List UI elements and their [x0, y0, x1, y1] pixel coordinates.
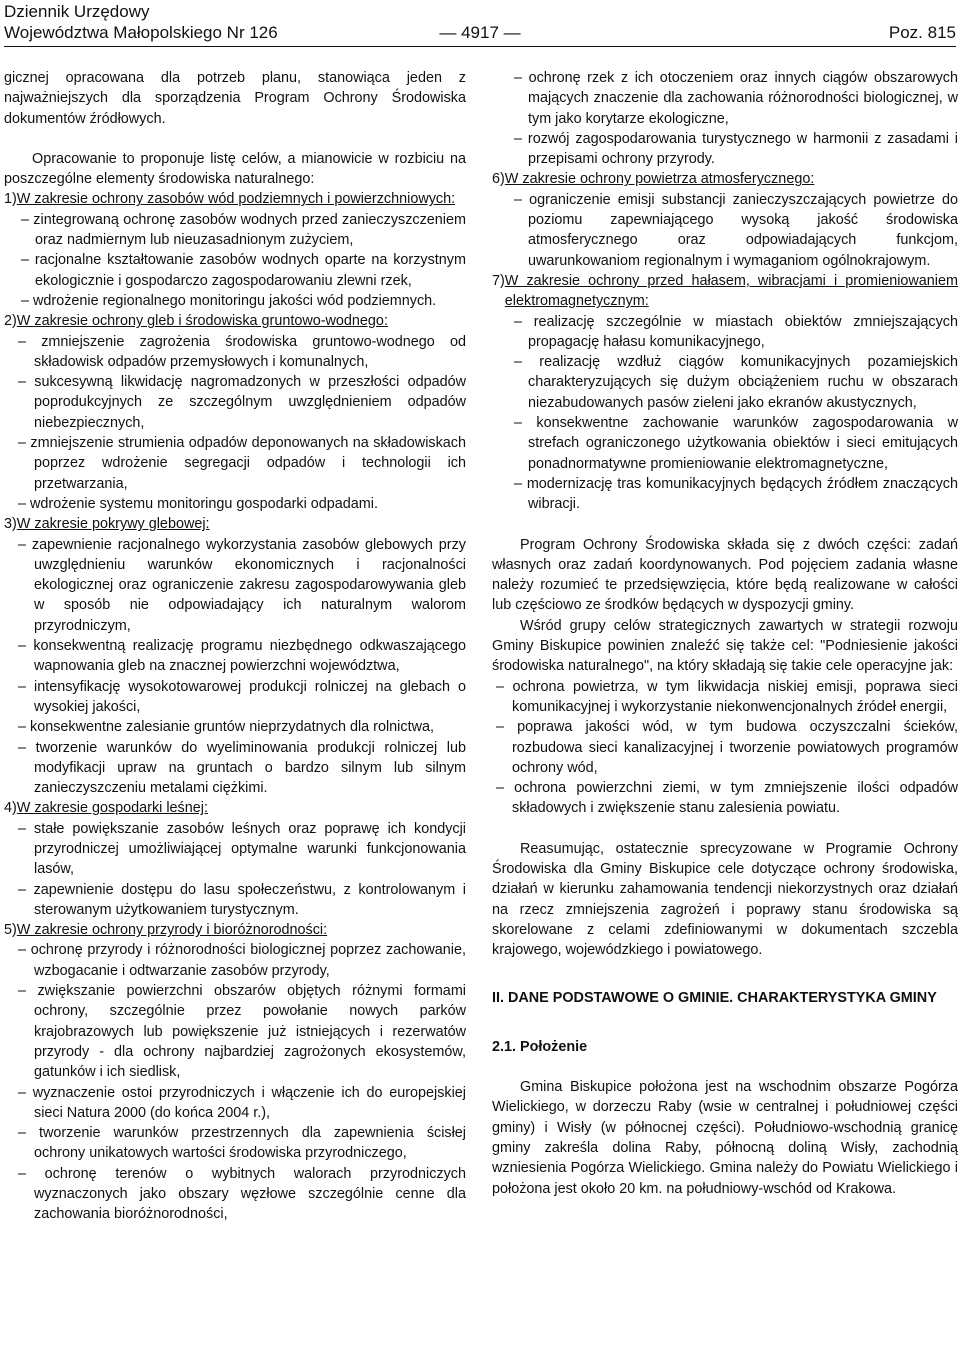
section-title: W zakresie ochrony zasobów wód podziemnych i powierzchniowych: — [16, 191, 456, 208]
journal-issue: Województwa Małopolskiego Nr 126 — [4, 23, 278, 42]
list-item: – sukcesywną likwidację nagromadzonych w przeszłości odpadów poprodukcyjnych ze szczególnym uwzględnieniem odpadów niebezpiecznych, — [18, 374, 466, 431]
section-title: W zakresie ochrony przed hałasem, wibracjami i promieniowaniem elektromagnetycznym: — [504, 272, 958, 310]
objectives-intro: Opracowanie to proponuje listę celów, a mianowicie w rozbiciu na poszczególne elementy środowiska naturalnego: — [4, 150, 466, 188]
list-item: – racjonalne kształtowanie zasobów wodnych oparte na korzystnym ekologicznie i gospodarczo zagospodarowaniu zlewni rzek, — [21, 252, 466, 289]
spacer — [492, 819, 958, 839]
spacer — [4, 129, 466, 149]
spacer — [492, 1057, 958, 1077]
section-number: 6) — [492, 171, 505, 188]
list-item: – stałe powiększanie zasobów leśnych oraz poprawę ich kondycji przyrodniczej umożliwiającej optymalne warunki funkcjonowania lasów, — [18, 820, 466, 878]
intro-paragraph: gicznej opracowana dla potrzeb planu, stanowiąca jeden z najważniejszych dla sporządzenia Program Ochrony Środowiska dokumentów źródłowych. — [4, 70, 466, 127]
page-header — [0, 0, 960, 50]
section-number: 2) — [4, 313, 17, 330]
section-title: W zakresie ochrony gleb i środowiska gruntowo-wodnego: — [16, 313, 388, 330]
section-number: 4) — [4, 800, 17, 817]
section-forestry — [4, 798, 466, 920]
list-item: – realizację szczególnie w miastach obiektów zmniejszających propagację hałasu komunikacyjnego, — [514, 313, 958, 350]
section-title: W zakresie gospodarki leśnej: — [16, 800, 208, 817]
chapter-title: II. DANE PODSTAWOWE O GMINIE. CHARAKTERYSTYKA GMINY — [492, 990, 937, 1007]
list-item: – wyznaczenie ostoi przyrodniczych i włączenie ich do europejskiej sieci Natura 2000 (do końca 2004 r.), — [18, 1084, 466, 1121]
page-number: — 4917 — — [439, 23, 521, 42]
header-rule — [4, 46, 956, 47]
list-item: – konsekwentną realizację programu niezbędnego odkwaszającego wapnowania gleb na znacznej powierzchni województwa, — [18, 638, 466, 675]
list-item: – intensyfikację wysokotowarowej produkcji rolniczej na glebach o wysokiej jakości, — [18, 678, 466, 715]
list-item: – realizację wzdłuż ciągów komunikacyjnych pozamiejskich charakteryzujących się dużym obciążeniem ruchu w obszarach niezabudowanych pasów zieleni jako ekranów akustycznych, — [514, 354, 958, 411]
section-number: 5) — [4, 922, 17, 939]
journal-title: Dziennik Urzędowy — [4, 2, 150, 21]
list-item: – modernizację tras komunikacyjnych będących źródłem znaczących wibracji. — [514, 475, 958, 513]
list-item: – zwiększanie powierzchni obszarów objętych różnymi formami ochrony, szczególnie przez powołanie nowych parków krajobrazowych lub powiększenie już istniejących i rezerwatów przyrody - dla ochrony najbardziej zagrożonych ekosystemów, gatunków i ich siedlisk, — [18, 983, 466, 1081]
list-item: – ograniczenie emisji substancji zanieczyszczających powietrze do poziomu zapewniającego wysoką jakość środowiska atmosferycznego oraz odpowiadających funkcjom, uwarunkowaniom regionalnym i wymaganiom ogólnokrajowym. — [514, 191, 958, 269]
list-item: – zintegrowaną ochronę zasobów wodnych przed zanieczyszczeniem oraz nadmiernym lub nieuzasadnionym zużyciem, — [21, 211, 466, 249]
list-item: – zmniejszenie strumienia odpadów deponowanych na składowiskach poprzez wdrożenie segregacji odpadów i technologii ich przetwarzania, — [18, 435, 466, 492]
list-item: – zmniejszenie zagrożenia środowiska gruntowo-wodnego od składowisk odpadów przemysłowych i komunalnych, — [18, 333, 466, 370]
list-item: – ochronę terenów o wybitnych walorach przyrodniczych wyznaczonych jako obszary węzłowe szczególnie cenne dla zachowania bioróżnorodności, — [18, 1165, 466, 1223]
section-title: W zakresie ochrony przyrody i bioróżnorodności: — [16, 922, 328, 939]
list-item: – rozwój zagospodarowania turystycznego w harmonii z zasadami i przepisami ochrony przyrody. — [514, 130, 958, 168]
section-title: W zakresie ochrony powietrza atmosferycznego: — [504, 171, 815, 188]
list-item: – ochronę przyrody i różnorodności biologicznej poprzez zachowanie, wzbogacanie i odtwarzanie zasobów przyrody, — [18, 942, 466, 979]
program-paragraph: Program Ochrony Środowiska składa się z dwóch części: zadań własnych oraz zadań koordynowanych. Pod pojęciem zadania własne należy rozumieć te przedsięwzięcia, które będą realizowane w całości lub częściowo ze środków będących w dyspozycji gminy. — [492, 536, 958, 614]
list-item: – wdrożenie regionalnego monitoringu jakości wód podziemnych. — [21, 292, 437, 309]
summary-paragraph: Reasumując, ostatecznie sprecyzowane w Programie Ochrony Środowiska dla Gminy Biskupice cele dotyczące ochrony środowiska, działań w kierunku zahamowania tendencji niekorzystnych oraz działań na rzecz zmniejszenia zagrożeń i poprawy stanu środowiska są skorelowane z celami zdefiniowanymi w dokumentach szczebla krajowego, wojewódzkiego i powiatowego. — [492, 840, 958, 959]
list-item: – ochrona powierzchni ziemi, w tym zmniejszenie ilości odpadów składowych i zwiększenie stanu zalesienia powiatu. — [496, 780, 958, 817]
position-number: Poz. 815 — [888, 23, 956, 42]
list-item: – tworzenie warunków przestrzennych dla zapewnienia ścisłej ochrony unikatowych wartości środowiska przyrodniczego, — [18, 1125, 466, 1162]
list-item: – zapewnienie racjonalnego wykorzystania zasobów glebowych przy uwzględnieniu warunków ekonomicznych i racjonalności ekologicznej oraz ograniczenie zakresu zagospodarowywania gleb w sposób nie odpowiadający ich naturalnym walorom przyrodniczym, — [18, 536, 466, 634]
section-soil-groundwater — [4, 311, 466, 514]
list-item: – konsekwentne zalesianie gruntów nieprzydatnych dla rolnictwa, — [18, 719, 434, 736]
section-air — [492, 169, 958, 270]
section-noise — [492, 271, 958, 515]
section-number: 1) — [4, 191, 17, 208]
list-item: – zapewnienie dostępu do lasu społeczeństwu, z kontrolowanym i sterowanym użytkowaniem turystycznym. — [18, 881, 466, 918]
list-item: – wdrożenie systemu monitoringu gospodarki odpadami. — [18, 495, 378, 512]
list-item: – konsekwentne zachowanie warunków zagospodarowania w strefach ograniczonego użytkowania obiektów i sieci emitujących ponadnormatywne promieniowanie elektromagnetyczne, — [514, 415, 958, 472]
section-soil-cover — [4, 514, 466, 798]
section-title: W zakresie pokrywy glebowej: — [16, 516, 210, 533]
section-number: 7) — [492, 272, 505, 289]
list-item: – tworzenie warunków do wyeliminowania produkcji rolniczej lub modyfikacji upraw na gruntach o bardzo silnym lub silnym zanieczyszczeniu metalami ciężkimi. — [18, 739, 466, 797]
spacer — [492, 1009, 958, 1037]
spacer — [492, 960, 958, 988]
list-item: – poprawa jakości wód, w tym budowa oczyszczalni ścieków, rozbudowa sieci kanalizacyjnej i tworzenie powiatowych programów ochrony wód, — [496, 719, 958, 776]
left-column — [4, 68, 466, 1225]
list-item: – ochrona powietrza, w tym likwidacja niskiej emisji, poprawa sieci komunikacyjnej i wykorzystanie niekonwencjonalnych źródeł energii, — [496, 678, 958, 715]
section-nature — [4, 920, 466, 1224]
location-paragraph: Gmina Biskupice położona jest na wschodnim obszarze Pogórza Wielickiego, w dorzeczu Raby (wsie w centralnej i południowej części gminy) i Wisły (w północnej części). Południowo-wschodnią granicę gminy zakreśla dolina Raby, północną doliną Wisły, zachodnią wzniesienia Pogórza Wielickiego. Gmina należy do Powiatu Wielickiego i położona jest około 20 km. na południowy-wschód od Krakowa. — [492, 1079, 958, 1197]
subsection-title: 2.1. Położenie — [492, 1038, 588, 1055]
spacer — [492, 515, 958, 535]
strategic-paragraph: Wśród grupy celów strategicznych zawartych w strategii rozwoju Gminy Biskupice powinien znaleźć się także cel: "Podniesienie jakości środowiska naturalnego", na który składają się takie cele operacyjne jak: — [492, 617, 958, 675]
section-water — [4, 189, 466, 311]
right-column — [492, 68, 958, 1199]
section-number: 3) — [4, 516, 17, 533]
list-item: – ochronę rzek z ich otoczeniem oraz innych ciągów obszarowych mających znaczenie dla zachowania różnorodności biologicznej, w tym jako korytarze ekologiczne, — [514, 70, 958, 127]
